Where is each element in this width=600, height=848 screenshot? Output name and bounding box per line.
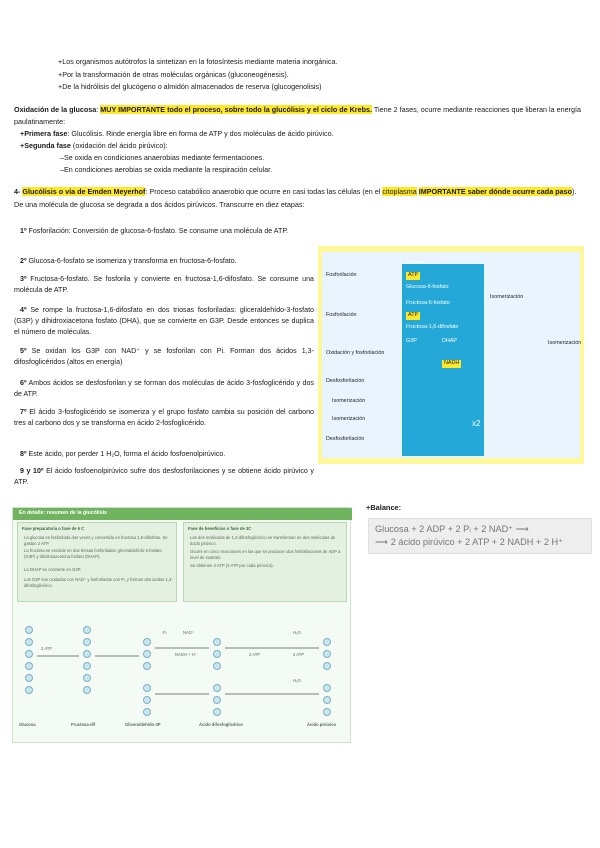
top-line: +De la hidrólisis del glucógeno o almidón almacenados de reserva (glucogenolisis) [58, 82, 322, 91]
phase2-label: +Segunda fase [20, 141, 71, 150]
important-highlight: IMPORTANTE saber dónde ocurre cada paso [418, 187, 572, 196]
phase2-box-line: Ocurre en cinco reacciones en las que se producen dos fosforilaciones de ADP a nivel de sustrato. [190, 549, 341, 560]
diagram-mid-label: Fructosa-6-fosfato [406, 300, 450, 306]
diagram-x2: x2 [472, 419, 481, 428]
balance-line-1: Glucosa + 2 ADP + 2 Pᵢ + 2 NAD⁺ ⟶ [375, 524, 529, 534]
diagram-panel [322, 252, 580, 458]
diagram-left-label: Oxidación y fosforilación [326, 350, 385, 356]
diagram-mid-label: G3P [406, 338, 417, 344]
glycolysis-summary-figure [12, 507, 351, 743]
diagram-left-label: Desfosforilación [326, 378, 365, 384]
cytoplasm-highlight: citoplasma [382, 187, 417, 196]
figure-label: Gliceraldehído-3P [125, 722, 161, 727]
phase2-item: –Se oxida en condiciones anaerobias mediante fermentaciones. [60, 153, 265, 162]
step-5: 5º Se oxidan los G3P con NAD⁺ y se fosforilan con Pi. Forman dos ácidos 1,3-difosfoglicéridos (altos en energía) [14, 347, 314, 366]
diagram-mid-label: Glucosa-6-fosfato [406, 284, 449, 290]
diagram-right-label: Isomerización [548, 340, 582, 346]
top-line: +Por la transformación de otras moléculas orgánicas (gluconeogénesis). [58, 69, 289, 79]
diagram-mid-label: ATP [408, 312, 419, 318]
figure-label: Glucosa [19, 722, 36, 727]
phase1-label: +Primera fase [20, 129, 68, 138]
step-6: 6º Ambos ácidos se desfosforilan y se forman dos moléculas de ácido 3-fosfoglicérido y dos de ATP. [14, 379, 314, 398]
figure-tag: Pᵢ [163, 630, 167, 635]
diagram-mid-label: NADH [444, 360, 460, 366]
top-line: +Los organismos autótrofos la sintetizan en la fotosíntesis mediante materia inorgánica. [58, 57, 338, 66]
diagram-mid-label: ATP [408, 272, 419, 278]
figure-label: Ácido difosfoglicérico [199, 722, 243, 727]
phase2-text: (oxidación del ácido pirúvico): [70, 141, 168, 150]
balance-title: +Balance: [366, 503, 402, 512]
diagram-left-label: Fosforilación [326, 272, 357, 278]
figure-label: Ácido pirúvico [307, 722, 337, 727]
step-4: 4º Se rompe la fructosa-1,6-difosfato en dos triosas fosforiladas: gliceraldehído-3-fosfato (G3P) y dihidroxiacetona fosfato (DHA), que se convierte en G3P. Desde entonces se duplica el número de moléculas. [14, 306, 314, 336]
figure-label: Fructosa-dif [71, 722, 96, 727]
phase2-box-title: Fase de beneficios o fase de 3C [188, 526, 252, 531]
glycolysis-text: : Proceso catabólico anaerobio que ocurre en casi todas las células (en el [145, 187, 381, 196]
figure-header: En detalle: resumen de la glucólisis [13, 508, 352, 520]
phase1-box-line: La DHAP se convierte en G3P. [24, 567, 82, 572]
figure-tag: 2 ATP [293, 652, 305, 657]
glycolysis-text-2: ). De una molécula de glucosa se degrada a dos ácidos pirúvicos. Transcurre en diez etapas: [14, 187, 577, 209]
glycolysis-title: Glucólisis o vía de Emden Meyerhof [22, 187, 146, 196]
phase1-box-line: Los G3P son oxidados con NAD⁺ y fosforilados con Pᵢ, y forman dos ácidos 1,3-difosfoglicérico. [24, 577, 173, 588]
step-8: 8º Este ácido, por perder 1 H₂O, forma el ácido fosfoenolpirúvico. [20, 450, 226, 458]
phase1-box-title: Fase preparatoria o fase de 6 C [22, 526, 85, 531]
balance-equation [368, 518, 592, 554]
figure-tag: 2 ATP [249, 652, 261, 657]
step-9-10: 9 y 10º El ácido fosfoenolpirúvico sufre dos desfosforilaciones y se obtiene ácido pirúvico y ATP. [14, 467, 314, 486]
balance-line-2: ⟶ 2 ácido pirúvico + 2 ATP + 2 NADH + 2 H⁺ [375, 537, 563, 547]
phase1-text: : Glucólisis. Rinde energía libre en forma de ATP y dos moléculas de ácido pirúvico. [67, 129, 334, 138]
phase1-box-line: La fructosa se escinde en dos triosas fosforiladas: gliceraldehído-3-fosfato (G3P) y dihidroxiacetona fosfato (DHAP). [24, 548, 162, 559]
figure-arrows [13, 508, 352, 744]
phase2-box-line: Se obtienen 4 ATP (2 ATP por cada pirúvico). [190, 563, 274, 568]
oxidation-title: Oxidación de la glucosa [14, 105, 97, 114]
glycolysis-diagram [318, 246, 584, 464]
glycolysis-intro [14, 186, 586, 211]
figure-tag: H₂O [293, 630, 301, 635]
phase1 [14, 128, 586, 140]
figure-tag: NAD⁺ [183, 630, 195, 635]
oxidation-highlight: MUY IMPORTANTE todo el proceso, sobre todo la glucólisis y el ciclo de Krebs. [100, 105, 372, 114]
figure-tag: 2 ATP [41, 646, 53, 651]
diagram-right-label: Isomerización [490, 294, 524, 300]
phase1-box-line: La glucosa es fosforilada dos veces y convertida en fructosa 1,6-difosfato. Se gastan 2 ATP. [24, 535, 168, 546]
step-7: 7º El ácido 3-fosfoglicérido se isomeriza y el grupo fosfato cambia su posición del carbono tres al carbono dos y se transforma en ácido 2-fosfoglicérido. [14, 408, 314, 427]
top-lines [58, 56, 578, 94]
glycolysis-number: 4- [14, 187, 21, 196]
diagram-mid-label: Glucosa [406, 260, 426, 266]
phase2 [14, 140, 586, 152]
oxidation-section [14, 104, 586, 176]
oxidation-text: Tiene 2 fases, ocurre mediante reacciones que liberan la energía paulatinamente: [14, 105, 581, 126]
step-2: 2º Glucosa-6-fosfato se isomeriza y transforma en fructosa-6-fosfato. [20, 257, 237, 265]
step-1: 1º Fosforilación: Conversión de glucosa-6-fosfato. Se consume una molécula de ATP. [20, 227, 289, 235]
diagram-left-label: Isomerización [332, 416, 366, 422]
diagram-mid-label: Fructosa-1,6-difosfato [406, 324, 459, 330]
phase2-box-line: Las dos moléculas de 1,3-difosfoglicérico se transforman en dos moléculas de ácido pirúvico. [190, 535, 336, 546]
figure-tag: H₂O [293, 678, 301, 683]
step-3: 3º Fructosa-6-fosfato. Se fosforila y convierte en fructosa-1,6-difosfato. Se consume una molécula de ATP. [14, 275, 314, 294]
diagram-mid-label: DHAP [442, 338, 457, 344]
oxidation-paragraph: Oxidación de la glucosa: MUY IMPORTANTE todo el proceso, sobre todo la glucólisis y el ciclo de Krebs. Tiene 2 fases, ocurre mediante reacciones que liberan la energía paulatinamente: [14, 105, 581, 126]
diagram-left-label: Desfosforilación [326, 436, 365, 442]
diagram-left-label: Fosforilación [326, 312, 357, 318]
diagram-left-label: Isomerización [332, 398, 366, 404]
phase2-item: –En condiciones aerobias se oxida mediante la respiración celular. [60, 165, 273, 174]
figure-tag: NADH + H⁺ [175, 652, 197, 657]
